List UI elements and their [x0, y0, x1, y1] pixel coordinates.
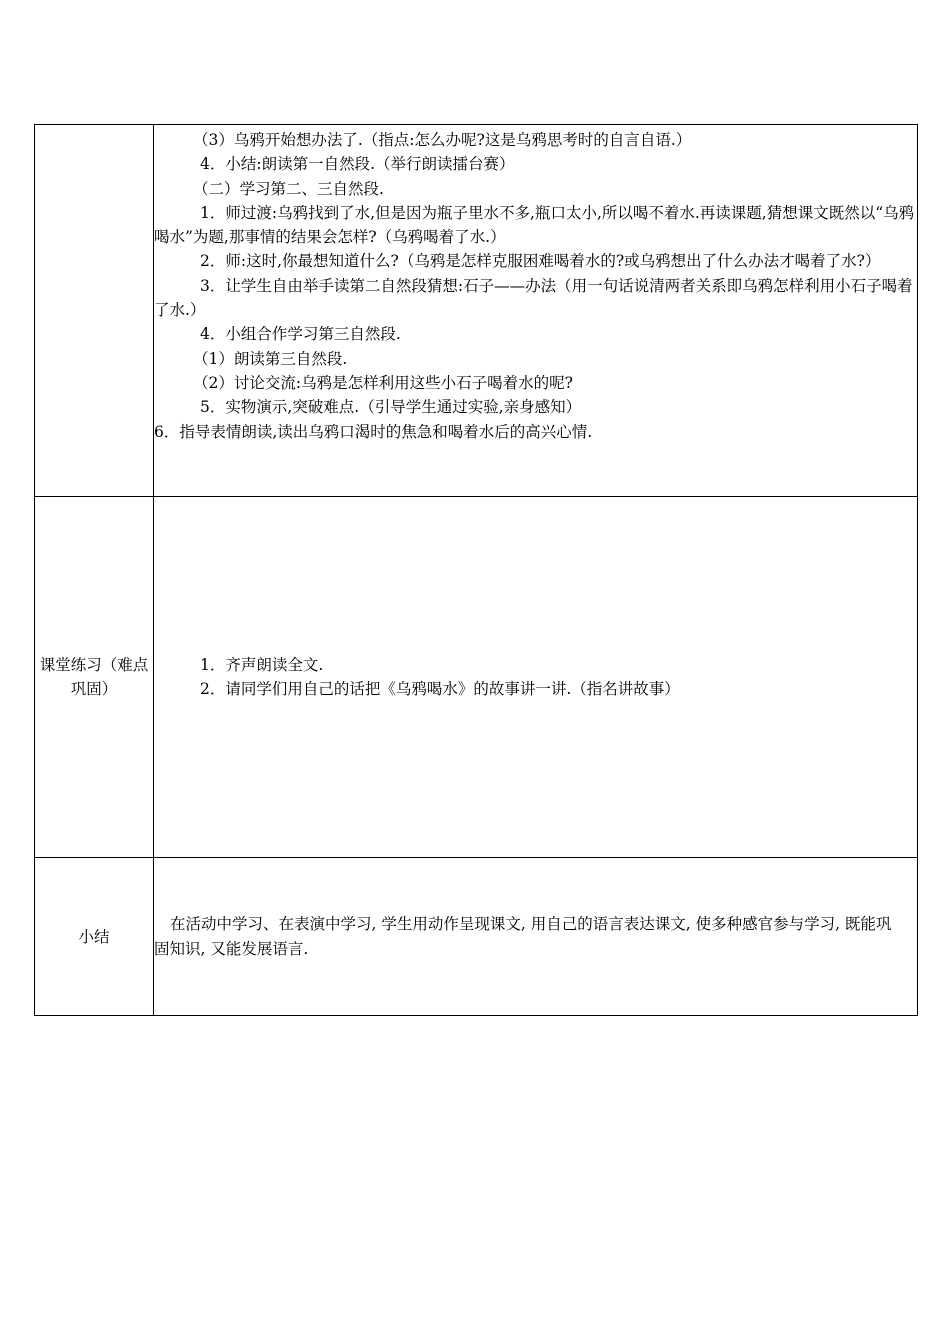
practice-row	[35, 497, 918, 858]
practice-line-1: 1．齐声朗读全文.	[200, 655, 324, 674]
summary-text: 在活动中学习、在表演中学习, 学生用动作呈现课文, 用自己的语言表达课文, 使多种感官参与学习, 既能巩固知识, 又能发展语言.	[154, 915, 892, 958]
summary-row	[35, 858, 918, 1016]
teaching-process-row	[35, 125, 918, 497]
summary-content	[154, 858, 918, 1016]
lesson-plan-table	[34, 124, 918, 1016]
process-line-4: 1．师过渡:乌鸦找到了水,但是因为瓶子里水不多,瓶口太小,所以喝不着水.再读课题,猜想课文既然以“乌鸦喝水”为题,那事情的结果会怎样?（乌鸦喝着了水.）	[154, 203, 915, 247]
process-line-9: （2）讨论交流:乌鸦是怎样利用这些小石子喝着水的呢?	[193, 373, 573, 392]
process-line-7: 4．小组合作学习第三自然段.	[200, 325, 401, 344]
process-line-3: （二）学习第二、三自然段.	[193, 179, 384, 198]
process-line-6: 3．让学生自由举手读第二自然段猜想:石子——办法（用一句话说清两者关系即乌鸦怎样利用小石子喝着了水.）	[154, 276, 913, 320]
practice-line-2: 2．请同学们用自己的话把《乌鸦喝水》的故事讲一讲.（指名讲故事）	[200, 680, 680, 698]
process-line-8: （1）朗读第三自然段.	[193, 349, 348, 368]
teaching-process-label	[35, 125, 154, 497]
process-line-11: 6．指导表情朗读,读出乌鸦口渴时的焦急和喝着水后的高兴心情.	[154, 422, 593, 441]
process-line-10: 5．实物演示,突破难点.（引导学生通过实验,亲身感知）	[200, 398, 582, 417]
practice-label: 课堂练习（难点巩固）	[35, 497, 154, 858]
process-line-1: （3）乌鸦开始想办法了.（指点:怎么办呢?这是乌鸦思考时的自言自语.）	[193, 131, 692, 149]
summary-label: 小结	[35, 858, 154, 1016]
practice-content	[154, 497, 918, 858]
process-line-5: 2．师:这时,你最想知道什么?（乌鸦是怎样克服困难喝着水的?或乌鸦想出了什么办法才喝着了水?）	[200, 252, 881, 271]
process-line-2: 4．小结:朗读第一自然段.（举行朗读擂台赛）	[200, 155, 515, 174]
teaching-process-content	[154, 125, 918, 497]
